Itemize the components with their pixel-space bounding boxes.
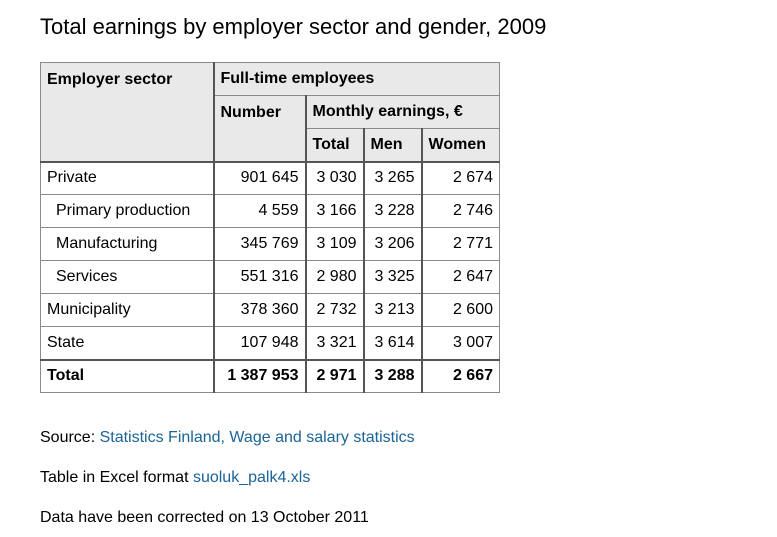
- row-total: 3 109: [306, 228, 364, 261]
- row-sector: Municipality: [41, 294, 214, 327]
- table-row: [41, 162, 500, 195]
- row-number: 345 769: [214, 228, 306, 261]
- excel-label: Table in Excel format: [40, 469, 193, 486]
- row-sector: Services: [41, 261, 214, 294]
- table-row: [41, 294, 500, 327]
- row-number: 107 948: [214, 327, 306, 360]
- row-sector: Total: [41, 360, 214, 393]
- row-total: 3 030: [306, 162, 364, 195]
- row-total: 2 971: [306, 360, 364, 393]
- row-women: 2 600: [422, 294, 500, 327]
- correction-note: Data have been corrected on 13 October 2011: [40, 509, 369, 526]
- row-number: 1 387 953: [214, 360, 306, 393]
- row-total: 3 321: [306, 327, 364, 360]
- header-monthly-earnings: Monthly earnings, €: [306, 96, 500, 129]
- row-men: 3 288: [364, 360, 422, 393]
- header-number: Number: [214, 96, 306, 162]
- row-women: 2 674: [422, 162, 500, 195]
- row-sector: Manufacturing: [41, 228, 214, 261]
- excel-file-link[interactable]: suoluk_palk4.xls: [192, 469, 311, 486]
- row-sector: Primary production: [41, 195, 214, 228]
- row-women: 2 647: [422, 261, 500, 294]
- row-women: 2 771: [422, 228, 500, 261]
- row-women: 2 746: [422, 195, 500, 228]
- earnings-table: [40, 62, 500, 393]
- row-women: 2 667: [422, 360, 500, 393]
- row-number: 901 645: [214, 162, 306, 195]
- row-men: 3 206: [364, 228, 422, 261]
- header-full-time-employees: Full-time employees: [214, 63, 500, 96]
- source-line: [40, 429, 415, 447]
- row-men: 3 228: [364, 195, 422, 228]
- table-row: [41, 327, 500, 360]
- row-number: 4 559: [214, 195, 306, 228]
- row-men: 3 265: [364, 162, 422, 195]
- table-row: [41, 228, 500, 261]
- row-men: 3 325: [364, 261, 422, 294]
- row-number: 378 360: [214, 294, 306, 327]
- header-men: Men: [364, 129, 422, 162]
- row-number: 551 316: [214, 261, 306, 294]
- row-men: 3 614: [364, 327, 422, 360]
- row-total: 3 166: [306, 195, 364, 228]
- source-link[interactable]: Statistics Finland, Wage and salary statistics: [99, 429, 415, 446]
- header-total: Total: [306, 129, 364, 162]
- source-label: Source:: [40, 429, 100, 446]
- table-row: [41, 195, 500, 228]
- row-total: 2 732: [306, 294, 364, 327]
- row-sector: Private: [41, 162, 214, 195]
- excel-line: [40, 469, 310, 487]
- header-women: Women: [422, 129, 500, 162]
- table-row: [41, 261, 500, 294]
- header-employer-sector: Employer sector: [41, 63, 214, 162]
- table-row-total: [41, 360, 500, 393]
- row-men: 3 213: [364, 294, 422, 327]
- row-sector: State: [41, 327, 214, 360]
- row-total: 2 980: [306, 261, 364, 294]
- page-title: Total earnings by employer sector and gender, 2009: [40, 14, 547, 39]
- row-women: 3 007: [422, 327, 500, 360]
